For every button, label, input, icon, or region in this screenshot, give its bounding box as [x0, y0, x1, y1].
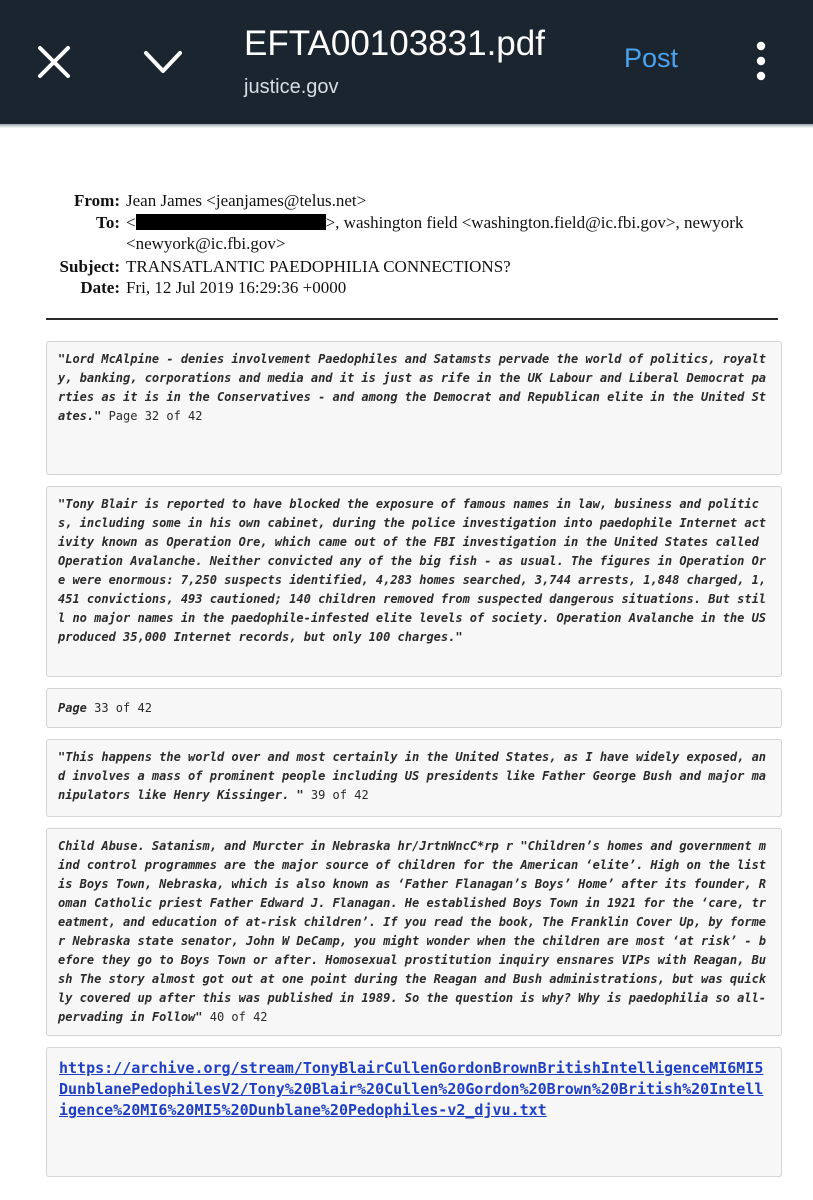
quote-ref: 40 of 42	[202, 1010, 268, 1024]
chevron-down-icon[interactable]	[142, 44, 184, 80]
to-label: To:	[96, 213, 120, 232]
redaction-bar	[136, 214, 326, 230]
page-ref: 33 of 42	[86, 701, 152, 715]
page-edge-shadow	[0, 124, 813, 128]
from-label: From:	[74, 191, 120, 210]
from-value: Jean James <jeanjames@telus.net>	[126, 191, 367, 210]
quote-ref: Page 32 of 42	[101, 409, 203, 423]
document-source: justice.gov	[244, 76, 339, 98]
link-block	[46, 1047, 782, 1177]
quote-block	[46, 486, 782, 677]
quote-block	[46, 739, 782, 817]
document-title: EFTA00103831.pdf	[244, 24, 545, 63]
to-value: < >, washington field <washington.field@ic.fbi.gov>, newyork	[126, 213, 744, 232]
date-value: Fri, 12 Jul 2019 16:29:36 +0000	[126, 278, 347, 297]
quote-text: "Tony Blair is reported to have blocked the exposure of famous names in law, business and politics, including some in his own cabinet, during the police investigation into paedophile Internet activity known as Operation Ore, which came out of the FBI investigation in the United States called Operation Avalanche. Neither convicted any of the big fish - as usual. The figures in Operation Ore were enormous: 7,250 suspects identified, 4,283 homes searched, 3,744 arrests, 1,848 charged, 1,451 convictions, 493 cautioned; 140 children removed from suspected dangerous situations. But still no major names in the paedophile-infested elite levels of society. Operation Avalanche in the US produced 35,000 Internet records, but only 100 charges."	[58, 497, 767, 644]
close-icon[interactable]	[36, 44, 72, 80]
date-label: Date:	[80, 278, 120, 297]
post-button[interactable]: Post	[624, 43, 679, 73]
more-vert-icon[interactable]	[748, 40, 774, 82]
page-marker-block	[46, 688, 782, 728]
page-word: Page	[58, 701, 87, 715]
quote-block	[46, 828, 782, 1036]
quote-text: "Lord McAlpine - denies involvement Paedophiles and Satamsts pervade the world of politics, royalty, banking, corporations and media and it is just as rife in the UK Labour and Liberal Democrat parties as it is in the Conservatives - and among the Democrat and Republican elite in the United States."	[58, 352, 767, 423]
quote-text: Child Abuse. Satanism, and Murcter in Nebraska hr/JrtnWncC*rp r "Children’s homes and government mind control programmes are the major source of children for the American ‘elite’. High on the list is Boys Town, Nebraska, which is also known as ‘Father Flanagan’s Boys’ Home’ after its founder, Roman Catholic priest Father Edward J. Flanagan. He established Boys Town in 1921 for the ‘care, treatment, and education of at-risk children’. If you read the book, The Franklin Cover Up, by former Nebraska state senator, John W DeCamp, you might wonder when the children are most ‘at risk’ - before they go to Boys Town or after. Homosexual prostitution inquiry ensnares VIPs with Reagan, Bush The story almost got out at one point during the Reagan and Bush administrations, but was quickly covered up after this was published in 1989. So the question is why? Why is paedophilia so all-pervading in Follow"	[58, 839, 767, 1024]
subject-value: TRANSATLANTIC PAEDOPHILIA CONNECTIONS?	[126, 257, 511, 276]
archive-link[interactable]: https://archive.org/stream/TonyBlairCullenGordonBrownBritishIntelligenceMI6MI5DunblanePedophilesV2/Tony%20Blair%20Cullen%20Gordon%20Brown%20British%20Intelligence%20MI6%20MI5%20Dunblane%20Pedophiles-v2_djvu.txt	[59, 1059, 764, 1119]
subject-label: Subject:	[59, 257, 120, 276]
header-divider	[46, 318, 778, 320]
quote-ref: 39 of 42	[303, 788, 369, 802]
quote-text: "This happens the world over and most certainly in the United States, as I have widely exposed, and involves a mass of prominent people including US presidents like Father George Bush and major manipulators like Henry Kissinger. "	[58, 750, 767, 802]
to-value-line2: <newyork@ic.fbi.gov>	[126, 234, 286, 253]
app-bar	[0, 0, 813, 124]
quote-block	[46, 341, 782, 475]
